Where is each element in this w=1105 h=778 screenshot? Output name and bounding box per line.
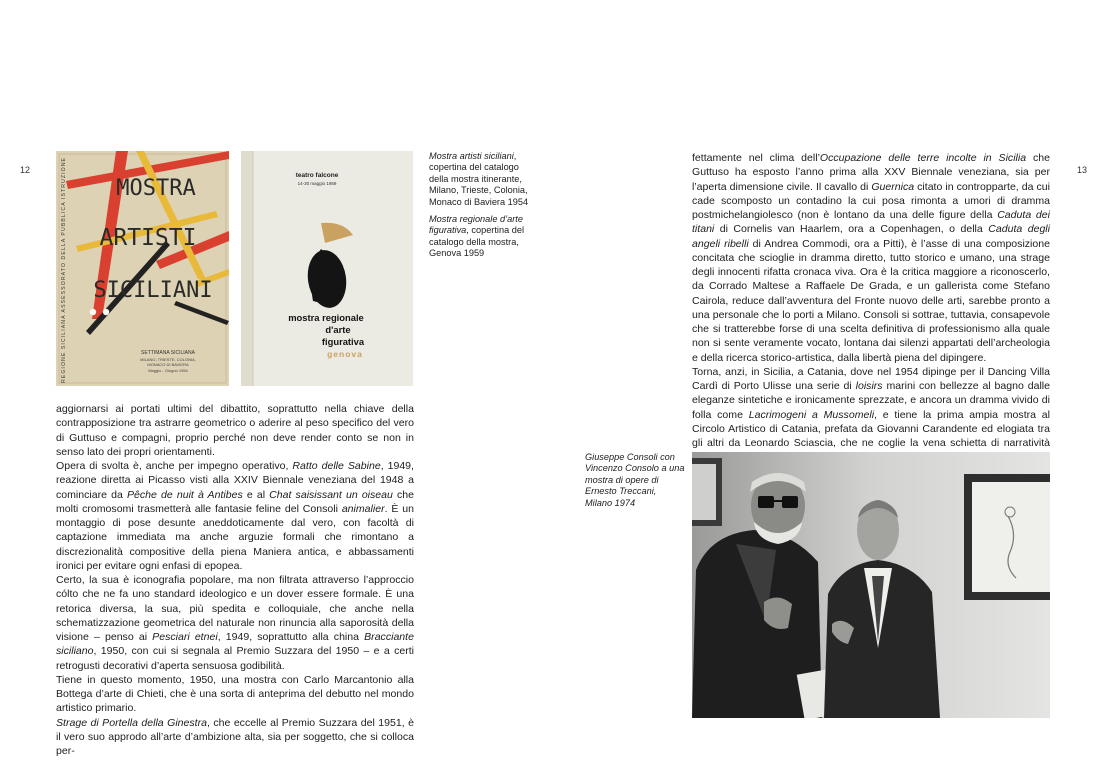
text-run: marini con bellezze al bagno dalle eleganze sintetiche e ironicamente sprezzate, e ancora un dramma vivido di folla come	[692, 380, 1050, 421]
catalog-cover-mostra-regionale	[241, 151, 413, 386]
photo-caption-text: Giuseppe Consoli con Vincenzo Consolo a una mostra di opere di Ernesto Treccani, Milano 1974	[585, 452, 685, 508]
cover-1-footer-line-1: SETTIMANA SICILIANA	[141, 350, 195, 356]
left-column-paragraph	[56, 402, 414, 459]
italic-title: loisirs	[855, 380, 883, 392]
cover-2-title-line-2: d'arte	[325, 324, 351, 335]
caption-cover-1	[429, 151, 539, 208]
cover-2-header-line-2: 14-30 maggio 1959	[297, 181, 337, 186]
italic-title: Lacrimogeni a Mussomeli	[748, 408, 875, 421]
italic-title: Guernica	[871, 180, 915, 193]
text-run: aggiornarsi ai portati ultimi del dibattito, soprattutto nella chiave della contrapposizione tra astrarre geometrico o aderire al peso specifico del vero di Guttuso e compagni, proprio perché non deve render conto se non in senso lato dei propri orientamenti.	[56, 403, 414, 458]
italic-title: Pêche de nuit à Antibes	[126, 488, 243, 501]
text-run: Opera di svolta è, anche per impegno operativo,	[56, 460, 293, 472]
text-run: citato in contropparte, da cui cade scomposto un contadino la cui posa rimonta a umori di dramma postmichelangiolesco (non è lontano da una delle figure della	[692, 180, 1050, 221]
left-column-paragraph	[56, 573, 414, 673]
text-run: Tiene in questo momento, 1950, una mostra con Carlo Marcantonio alla Bottega d’arte di Chieti, che è una sorta di anteprima del debutto nel mondo artistico primario.	[56, 673, 414, 715]
cover-1-footer-line-3: MONACO DI BAVIERA	[147, 362, 189, 367]
caption-cover-2-title: Mostra regionale d’arte figurativa	[429, 214, 523, 236]
text-run: che Guttuso ha esposto l’anno prima alla XXV Biennale veneziana, sia per l’aperta dimensione civile. Il cavallo di	[692, 152, 1050, 193]
photo-consoli-consolo	[692, 452, 1050, 718]
cover-2-title-line-3: figurativa	[321, 336, 365, 347]
text-run: , 1949, soprattutto alla china	[217, 631, 365, 643]
left-column-paragraph	[56, 459, 414, 573]
italic-title: Pesciari etnei	[152, 631, 218, 643]
text-run: di Andrea Commodi, ora a Pitti), è l’asse di una composizione concitata che scioglie in dramma diretto, tutto storico e umano, una strage degli innocenti rifatta cronaca viva. Ora è la critica maggiore a riconoscerlo, da Corrado Maltese a Raffaele De Grada, e un gallerista come Stefano Cairola, reduce dall’avventura del Fronte nuovo delle arti, sarebbe pronto a una personale che lo porti a Milano. Consoli si sottrae, tuttavia, consapevole che si tratterebbe forse di una scelta definitiva di professionismo alla quale non si sente veramente vocato, lontana dai silenzi appartati dell’archeologia e della ricerca storico-artistica, dalla libertà piena del dipingere.	[692, 237, 1051, 364]
text-run: che molti cromosomi trasmetterà alle fantasie feline del Consoli	[56, 488, 415, 515]
italic-title: Ratto delle Sabine	[292, 460, 381, 472]
photo-caption	[585, 452, 685, 515]
page-number-right: 13	[1077, 165, 1088, 175]
cover-1-title-line-2: ARTISTI	[99, 225, 197, 251]
cover-2-title-line-1: mostra regionale	[288, 312, 364, 323]
right-column-paragraph	[692, 365, 1050, 465]
cover-1-footer-line-4: Maggio - Giugno 1954	[148, 368, 188, 373]
cover-1-artwork	[56, 151, 229, 386]
text-run: di Cornelis van Haarlem, ora a Copenhagen, o della	[714, 223, 989, 236]
caption-cover-1-text: , copertina del catalogo della mostra itinerante, Milano, Trieste, Colonia, Monaco di Baviera 1954	[429, 151, 529, 207]
right-column-paragraph	[692, 151, 1050, 365]
text-run: fettamente nel clima dell’	[692, 152, 820, 164]
caption-cover-2	[429, 214, 539, 260]
cover-1-spine-text: REGIONE SICILIANA ASSESSORATO DELLA PUBBLICA ISTRUZIONE	[61, 158, 67, 383]
italic-title: Caduta dei titani	[692, 209, 1050, 236]
text-run: . È un montaggio di pose desunte aneddoticamente dal vero, con facoltà di captazione immediata ma anche arguzie formali che rimontano a discrezionalità compositive della piena Maniera antica, e abbassamenti ironici per evitare ogni enfasi di epopea.	[56, 502, 415, 572]
text-run: , 1950, con cui si segnala al Premio Suzzara del 1950 – e a certi retrogusti decorativi d’aperta sensuosa godibilità.	[56, 645, 414, 672]
text-run: , che eccelle al Premio Suzzara del 1951, è il vero suo approdo all’arte d’ambizione alta, sia per soggetto, che si colloca per-	[56, 716, 414, 757]
cover-1-footer-line-2: MILANO, TRIESTE, COLONIA,	[140, 357, 196, 362]
cover-2-header-line-1: teatro falcone	[295, 172, 339, 179]
cover-1-title-line-3: SICILIANI	[93, 278, 213, 303]
left-column-paragraph	[56, 673, 414, 716]
italic-title: Chat saisissant un oiseau	[269, 488, 393, 501]
caption-cover-2-text: , copertina del catalogo della mostra, Genova 1959	[429, 225, 524, 259]
page-number-left: 12	[20, 165, 31, 175]
cover-2-artwork	[241, 151, 413, 386]
text-run: , e tiene la prima ampia mostra al Circolo Artistico di Catania, prefata da Giovanni Carandente ed elogiata tra gli altri da Leonardo Sciascia, che ne coglie la vena schietta di narratività	[692, 408, 1050, 449]
left-column-paragraph	[56, 716, 414, 759]
cover-1-title-line-1: MOSTRA	[116, 176, 196, 201]
catalog-cover-mostra-artisti-siciliani	[56, 151, 229, 386]
text-run: , 1949, reazione diretta ai Picasso visti alla XXIV Biennale veneziana del 1948 a cominciare da	[56, 460, 414, 501]
caption-cover-1-title: Mostra artisti siciliani	[429, 151, 514, 161]
text-run: Certo, la sua è iconografia popolare, ma non filtrata attraverso l’approccio cólto che ne fa uno standard ideologico e un dover essere formale. È una retorica diversa, la sua, più spedita e colloquiale, che anche nella schematizzazione geometrica del naturale non rinuncia alla saporosità della visione – penso ai	[56, 574, 414, 643]
right-column-text	[692, 151, 1050, 465]
text-run: e al	[242, 488, 270, 501]
italic-title: Occupazione delle terre incolte in Sicilia	[819, 152, 1027, 164]
italic-title: Bracciante siciliano	[56, 631, 414, 658]
italic-title: animalier	[341, 502, 385, 515]
covers-caption	[429, 151, 539, 266]
cover-2-city: genova	[327, 349, 363, 359]
italic-title: Caduta degli angeli ribelli	[692, 223, 1050, 250]
italic-title: Strage di Portella della Ginestra	[56, 716, 207, 729]
left-column-text	[56, 402, 414, 758]
text-run: Torna, anzi, in Sicilia, a Catania, dove nel 1954 dipinge per il Dancing Villa Cardì di Porto Ulisse una serie di	[692, 365, 1050, 392]
photo-artwork	[692, 452, 1050, 718]
